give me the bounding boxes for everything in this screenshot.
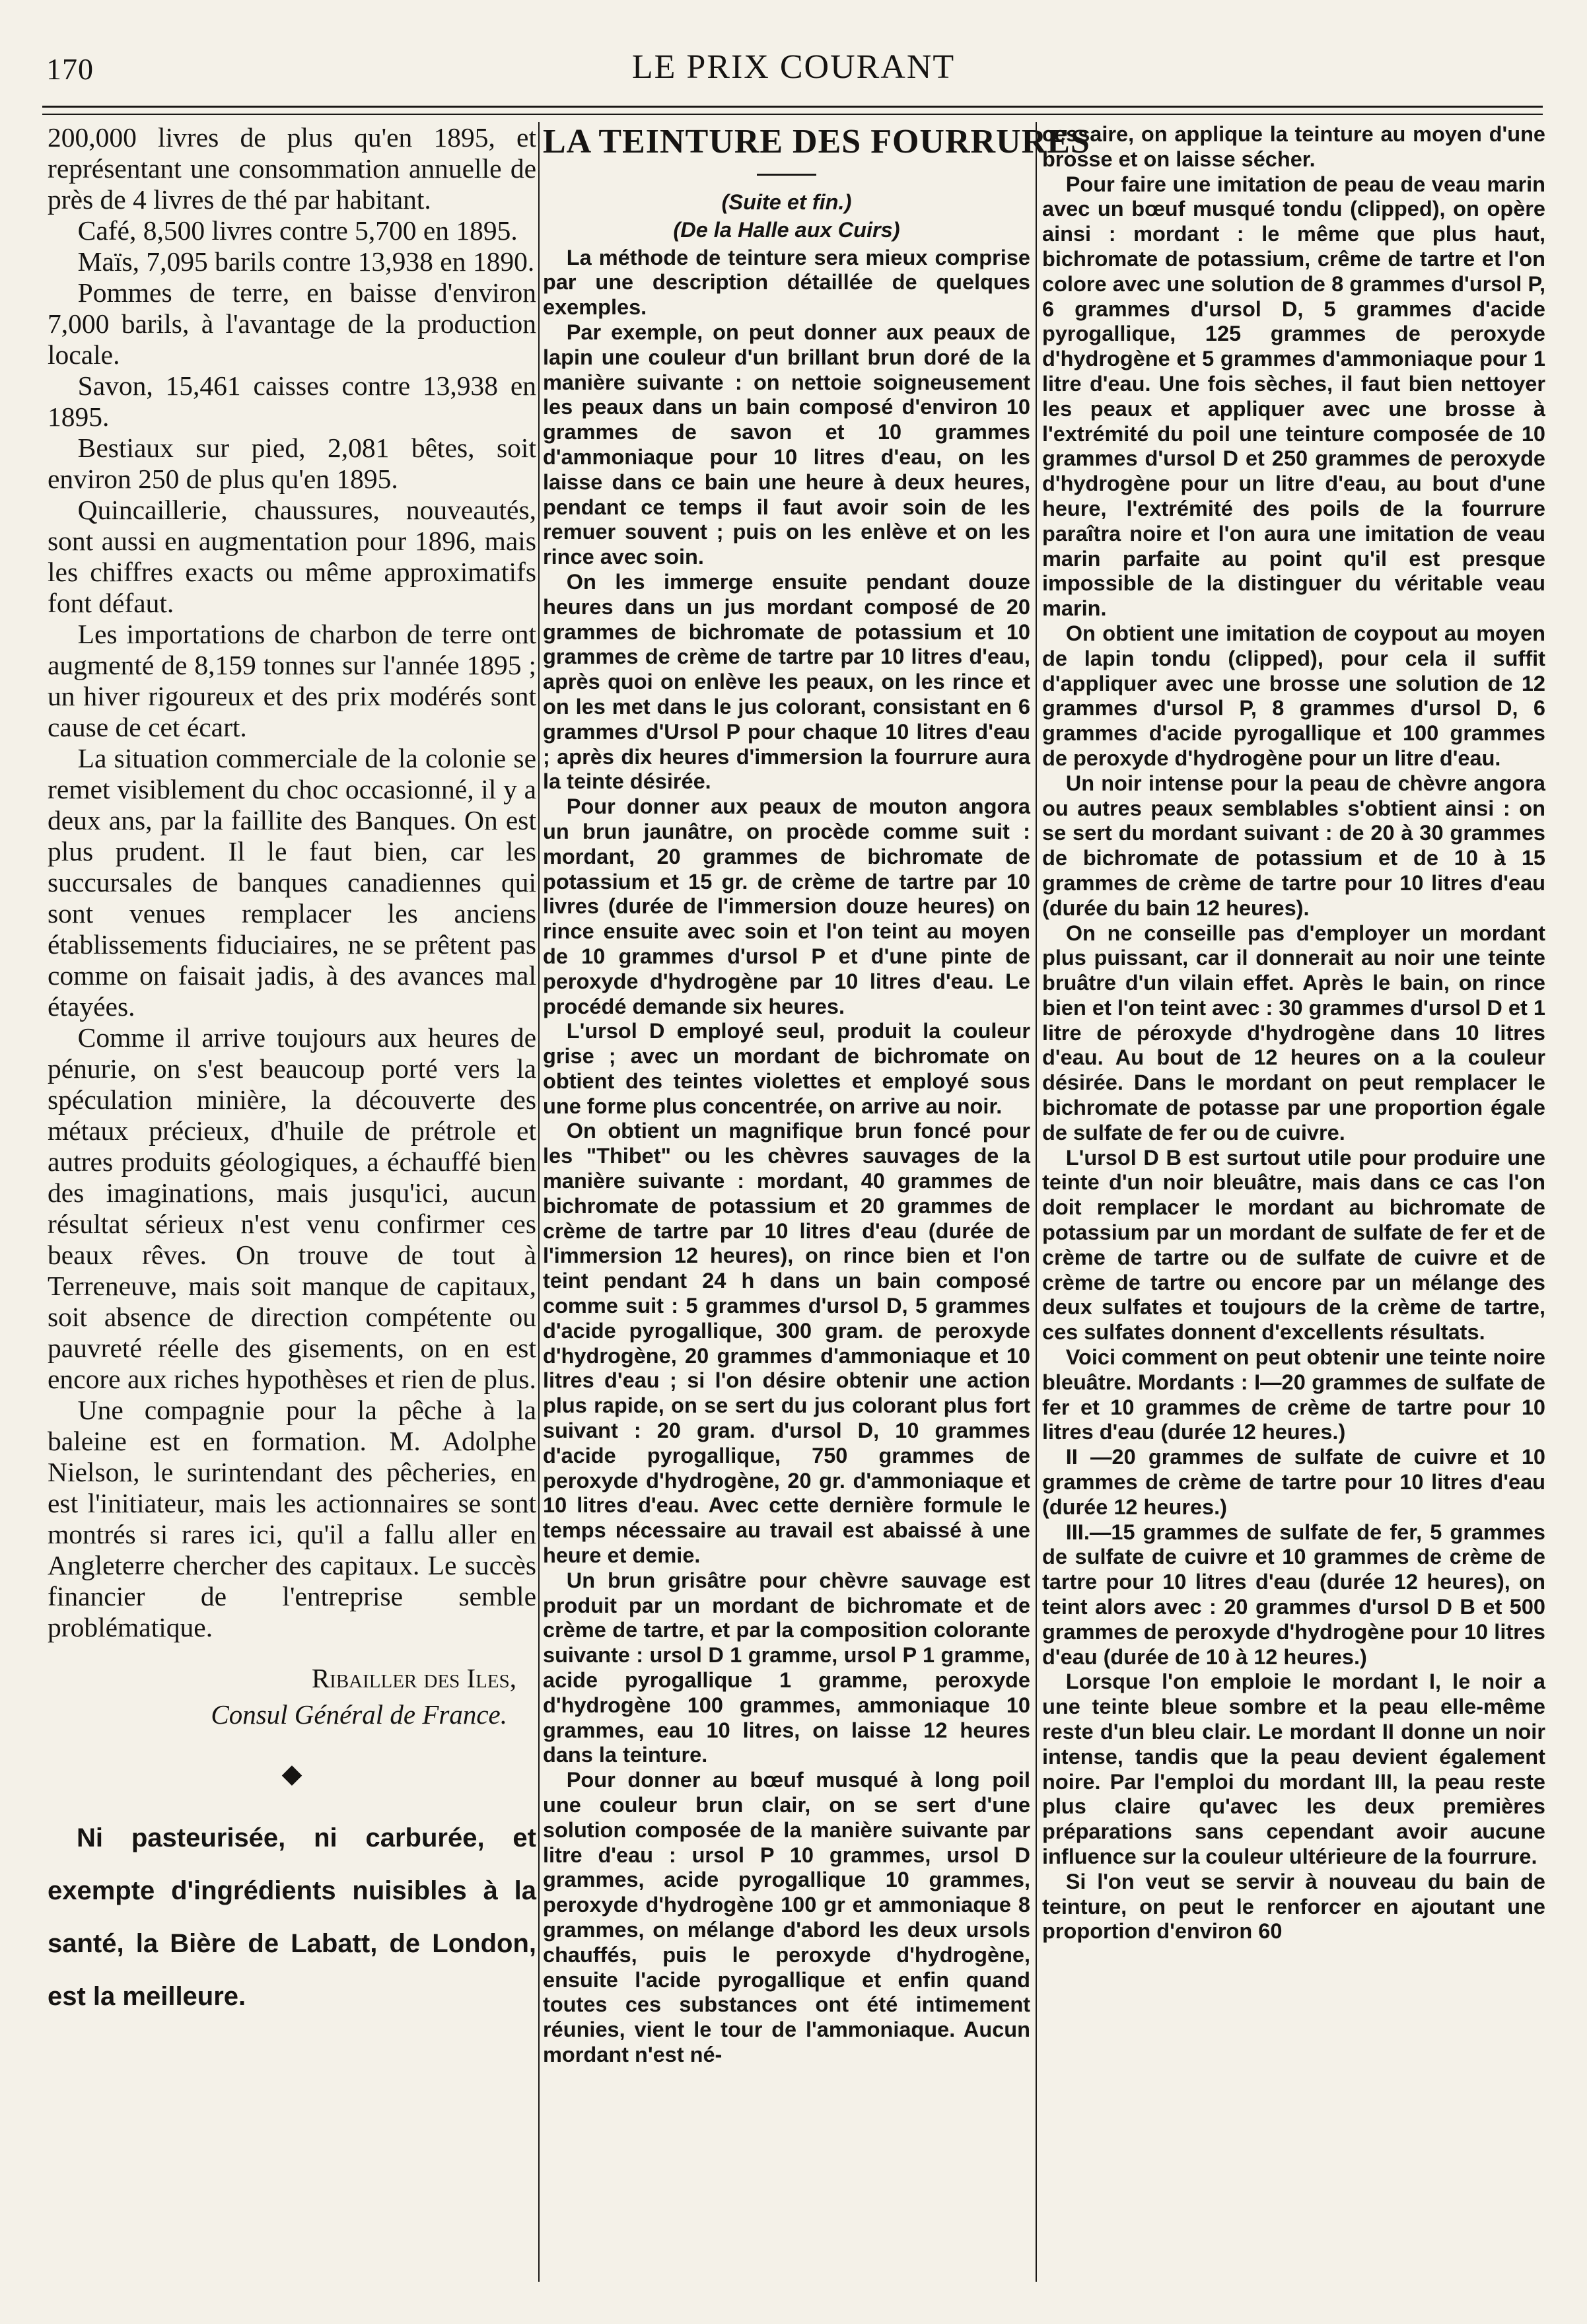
paragraph: On ne conseille pas d'employer un mordant plus puissant, car il donnerait au noir une teinte bruâtre d'un vilain effet. Après le bain, on rince bien et l'on teint avec : 30 grammes d'ursol D et 1 litre de péroxyde d'hydrogène dans 10 litres d'eau. Au bout de 12 heures on a la couleur désirée. Dans le mordant on peut remplacer le bichromate de potasse par une proportion égale de sulfate de fer ou de cuivre. — [1042, 921, 1545, 1144]
paragraph: Un noir intense pour la peau de chèvre angora ou autres peaux semblables s'obtient ainsi : on se sert du mordant suivant : de 20 à 30 grammes de bichromate de potassium et de 10 à 15 grammes de crème de tartre pour 10 litres d'eau (durée du bain 12 heures). — [1042, 771, 1545, 920]
article-title: LA TEINTURE DES FOURRURES — [543, 123, 1090, 160]
paragraph: Un brun grisâtre pour chèvre sauvage est produit par un mordant de bichromate et de crème de tartre, et par la composition colorante suivante : ursol D 1 gramme, ursol P 1 gramme, acide pyrogallique 1 gramme, peroxyde d'hydrogène 100 grammes, ammoniaque 10 grammes, eau 10 litres, on laisse 12 heures dans la teinture. — [543, 1568, 1030, 1767]
paragraph: cessaire, on applique la teinture au moyen d'une brosse et on laisse sécher. — [1042, 122, 1545, 171]
advertisement: Ni pasteurisée, ni carburée, et exempte d'ingrédients nuisibles à la santé, la Bière de Labatt, de London, est la meilleure. — [48, 1823, 536, 2011]
article-subtitle: (Suite et fin.) — [721, 190, 852, 214]
paragraph: Pour donner au bœuf musqué à long poil une couleur brun clair, on se sert d'une solution composée de la manière suivante par litre d'eau : ursol P 10 grammes, ursol D grammes, acide pyrogallique 10 grammes, peroxyde d'hydrogène 100 gr et ammoniaque 8 grammes, on mélange d'abord les deux ursols chauffés, puis le peroxyde d'hydrogène, ensuite l'acide pyrogallique et enfin quand toutes ces substances ont été intimement réunies, vient le tour de l'ammoniaque. Aucun mordant n'est né- — [543, 1768, 1030, 2066]
paragraph: Voici comment on peut obtenir une teinte noire bleuâtre. Mordants : I—20 grammes de sulfate de fer et 10 grammes de crème de tartre pour 10 litres d'eau (durée 12 heures.) — [1042, 1345, 1545, 1444]
paragraph: Lorsque l'on emploie le mordant I, le noir a une teinte bleue sombre et la peau elle-même reste d'un bleu clair. Le mordant II donne un noir intense, tandis que la peau devient également noire. Par l'emploi du mordant III, la peau reste plus claire qu'avec les deux premières préparations sans cependant avoir aucune influence sur la couleur ultérieure de la fourrure. — [1042, 1670, 1545, 1868]
title-rule — [757, 174, 816, 176]
paragraph: Pommes de terre, en baisse d'environ 7,000 barils, à l'avantage de la production locale. — [48, 277, 536, 370]
paragraph: 200,000 livres de plus qu'en 1895, et représentant une consommation annuelle de près de 4 livres de thé par habitant. — [48, 122, 536, 215]
paragraph: Si l'on veut se servir à nouveau du bain de teinture, on peut le renforcer en ajoutant une proportion d'environ 60 — [1042, 1869, 1545, 1944]
paragraph: On obtient un magnifique brun foncé pour les "Thibet" ou les chèvres sauvages de la manière suivante : mordant, 40 grammes de bichromate de potassium et 20 grammes de crème de tartre par 10 litres d'eau (durée de l'immersion 12 heures), on rince bien et l'on teint pendant 24 h dans un bain composé comme suit : 5 grammes d'ursol D, 5 grammes d'acide pyrogallique, 300 gram. de peroxyde d'hydrogène, 20 grammes d'ammoniaque et 10 litres d'eau ; si l'on désire obtenir une action plus rapide, on se sert du jus colorant plus fort suivant : 20 gram. d'ursol D, 10 grammes d'acide pyrogallique, 750 grammes de peroxyde d'hydrogène, 20 gr. d'ammoniaque et 10 litres d'eau. Avec cette dernière formule le temps nécessaire au travail est abaissé à une heure et demie. — [543, 1119, 1030, 1568]
column-divider-2 — [1036, 122, 1037, 2282]
paragraph: Pour donner aux peaux de mouton angora un brun jaunâtre, on procède comme suit : mordant, 20 grammes de bichromate de potassium et 15 gr. de crème de tartre par 10 livres (durée de l'immersion douze heures) on rince ensuite avec soin et l'on teint au moyen de 10 grammes d'ursol P et d'une pinte de peroxyde d'hydrogène par 10 litres d'eau. Le procédé demande six heures. — [543, 794, 1030, 1018]
paragraph: On les immerge ensuite pendant douze heures dans un jus mordant composé de 20 grammes de bichromate de potassium et 10 grammes de crème de tartre par 10 litres d'eau, après quoi on enlève les peaux, on les rince et on les met dans le jus colorant, consistant en 6 grammes d'Ursol P pour chaque 10 litres d'eau ; après dix heures d'immersion la fourrure aura la teinte désirée. — [543, 569, 1030, 794]
paragraph: III.—15 grammes de sulfate de fer, 5 grammes de sulfate de cuivre et 10 grammes de crème de tartre pour 10 litres d'eau (durée 12 heures), on teint alors avec : 20 grammes d'ursol D B et 500 grammes de peroxyde d'hydrogène pour 10 litres d'eau (durée de 10 à 12 heures.) — [1042, 1520, 1545, 1669]
article-source: (De la Halle aux Cuirs) — [673, 217, 900, 242]
header-rule-bottom — [42, 114, 1543, 115]
paragraph: Pour faire une imitation de peau de veau marin avec un bœuf musqué tondu (clipped), on opère ainsi : mordant : le même que plus haut, bichromate de potassium, crême de tartre et l'on colore avec une solution de 8 grammes d'ursol P, 6 grammes d'ursol D, 5 grammes d'acide pyrogallique, 125 grammes de peroxyde d'hydrogène et 5 grammes d'ammoniaque pour 1 litre d'eau. Une fois sèches, il faut bien nettoyer les peaux et appliquer avec une brosse à l'extrémité du poil une teinture composée de 10 grammes d'ursol D et 250 grammes de peroxyde d'hydrogène pour un litre d'eau, au bout d'une heure, l'extrémité des poils de la fourrure paraîtra noire et l'on aura une imitation de veau marin parfaite au point qu'il est presque impossible de la distinguer du véritable veau marin. — [1042, 172, 1545, 621]
paragraph: La méthode de teinture sera mieux comprise par une description détaillée de quelques exemples. — [543, 245, 1030, 320]
column-3 — [1042, 122, 1545, 1944]
paragraph: Quincaillerie, chaussures, nouveautés, sont aussi en augmentation pour 1896, mais les chiffres exacts ou même approximatifs font défaut. — [48, 495, 536, 618]
ornament-icon: ◆ — [281, 1759, 302, 1788]
column-1 — [48, 122, 536, 2023]
running-title: LE PRIX COURANT — [631, 48, 956, 86]
paragraph: Une compagnie pour la pêche à la baleine est en formation. M. Adolphe Nielson, le surintendant des pêcheries, en est l'initiateur, mais les actionnaires se sont montrés si rares ici, qu'il a fallu aller en Angleterre chercher des capitaux. Le succès financier de l'entreprise semble problématique. — [48, 1395, 536, 1642]
paragraph: Par exemple, on peut donner aux peaux de lapin une couleur d'un brillant brun doré de la manière suivante : on nettoie soigneusement les peaux dans un bain composé d'environ 10 grammes de savon et 10 grammes d'ammoniaque pour 10 litres d'eau, on les laisse dans ce bain une heure à deux heures, pendant ce temps il faut avoir soin de les remuer souvent ; puis on les enlève et on les rince avec soin. — [543, 320, 1030, 569]
paragraph: Café, 8,500 livres contre 5,700 en 1895. — [77, 215, 518, 246]
header-rule-top — [42, 106, 1543, 108]
paragraph: On obtient une imitation de coypout au moyen de lapin tondu (clipped), pour cela il suffit d'appliquer avec une brosse une solution de 12 grammes d'ursol P, 8 grammes d'ursol D, 6 grammes d'acide pyrogallique et 100 grammes de peroxyde d'hydrogène pour un litre d'eau. — [1042, 621, 1545, 770]
signature: Ribailler des Iles, — [311, 1663, 516, 1693]
paragraph: La situation commerciale de la colonie se remet visiblement du choc occasionné, il y a deux ans, par la faillite des Banques. On est plus prudent. Il le faut bien, car les succursales de banques canadiennes qui sont venues remplacer les anciens établissements fiduciaires, ne se prêtent pas comme on faisait jadis, à des avances mal étayées. — [48, 743, 536, 1022]
column-2 — [543, 122, 1090, 2068]
paragraph: Bestiaux sur pied, 2,081 bêtes, soit environ 250 de plus qu'en 1895. — [48, 433, 536, 494]
paragraph: Les importations de charbon de terre ont augmenté de 8,159 tonnes sur l'année 1895 ; un hiver rigoureux et des prix modérés sont cause de cet écart. — [48, 619, 536, 742]
paragraph: L'ursol D employé seul, produit la couleur grise ; avec un mordant de bichromate on obtient des teintes violettes et employé sous une forme plus concentrée, on arrive au noir. — [543, 1019, 1030, 1118]
column-divider-1 — [538, 122, 540, 2282]
paragraph: Savon, 15,461 caisses contre 13,938 en 1895. — [48, 370, 536, 432]
paragraph: L'ursol D B est surtout utile pour produire une teinte d'un noir bleuâtre, mais dans ce cas l'on doit remplacer le mordant au bichromate de potassium par un mordant de sulfate de fer et de crème de tartre ou de sulfate de cuivre et de crème de tartre ou encore par un mélange des deux sulfates et toujours de la crème de tartre, ces sulfates donnent d'excellents résultats. — [1042, 1145, 1545, 1345]
paragraph: II —20 grammes de sulfate de cuivre et 10 grammes de crème de tartre pour 10 litres d'eau (durée 12 heures.) — [1042, 1445, 1545, 1519]
signature-title: Consul Général de France. — [211, 1699, 507, 1730]
paragraph: Comme il arrive toujours aux heures de pénurie, on s'est beaucoup porté vers la spéculation minière, la découverte des métaux précieux, d'huile de prétrole et autres produits géologiques, a échauffé bien des imaginations, mais jusqu'ici, aucun résultat sérieux n'est venu confirmer ces beaux rêves. On trouve de tout à Terreneuve, mais soit manque de capitaux, soit absence de direction compétente ou pauvreté réelle des gisements, on en est encore aux riches hypothèses et rien de plus. — [48, 1022, 536, 1394]
page-number: 170 — [46, 52, 94, 86]
paragraph: Maïs, 7,095 barils contre 13,938 en 1890. — [77, 246, 535, 277]
